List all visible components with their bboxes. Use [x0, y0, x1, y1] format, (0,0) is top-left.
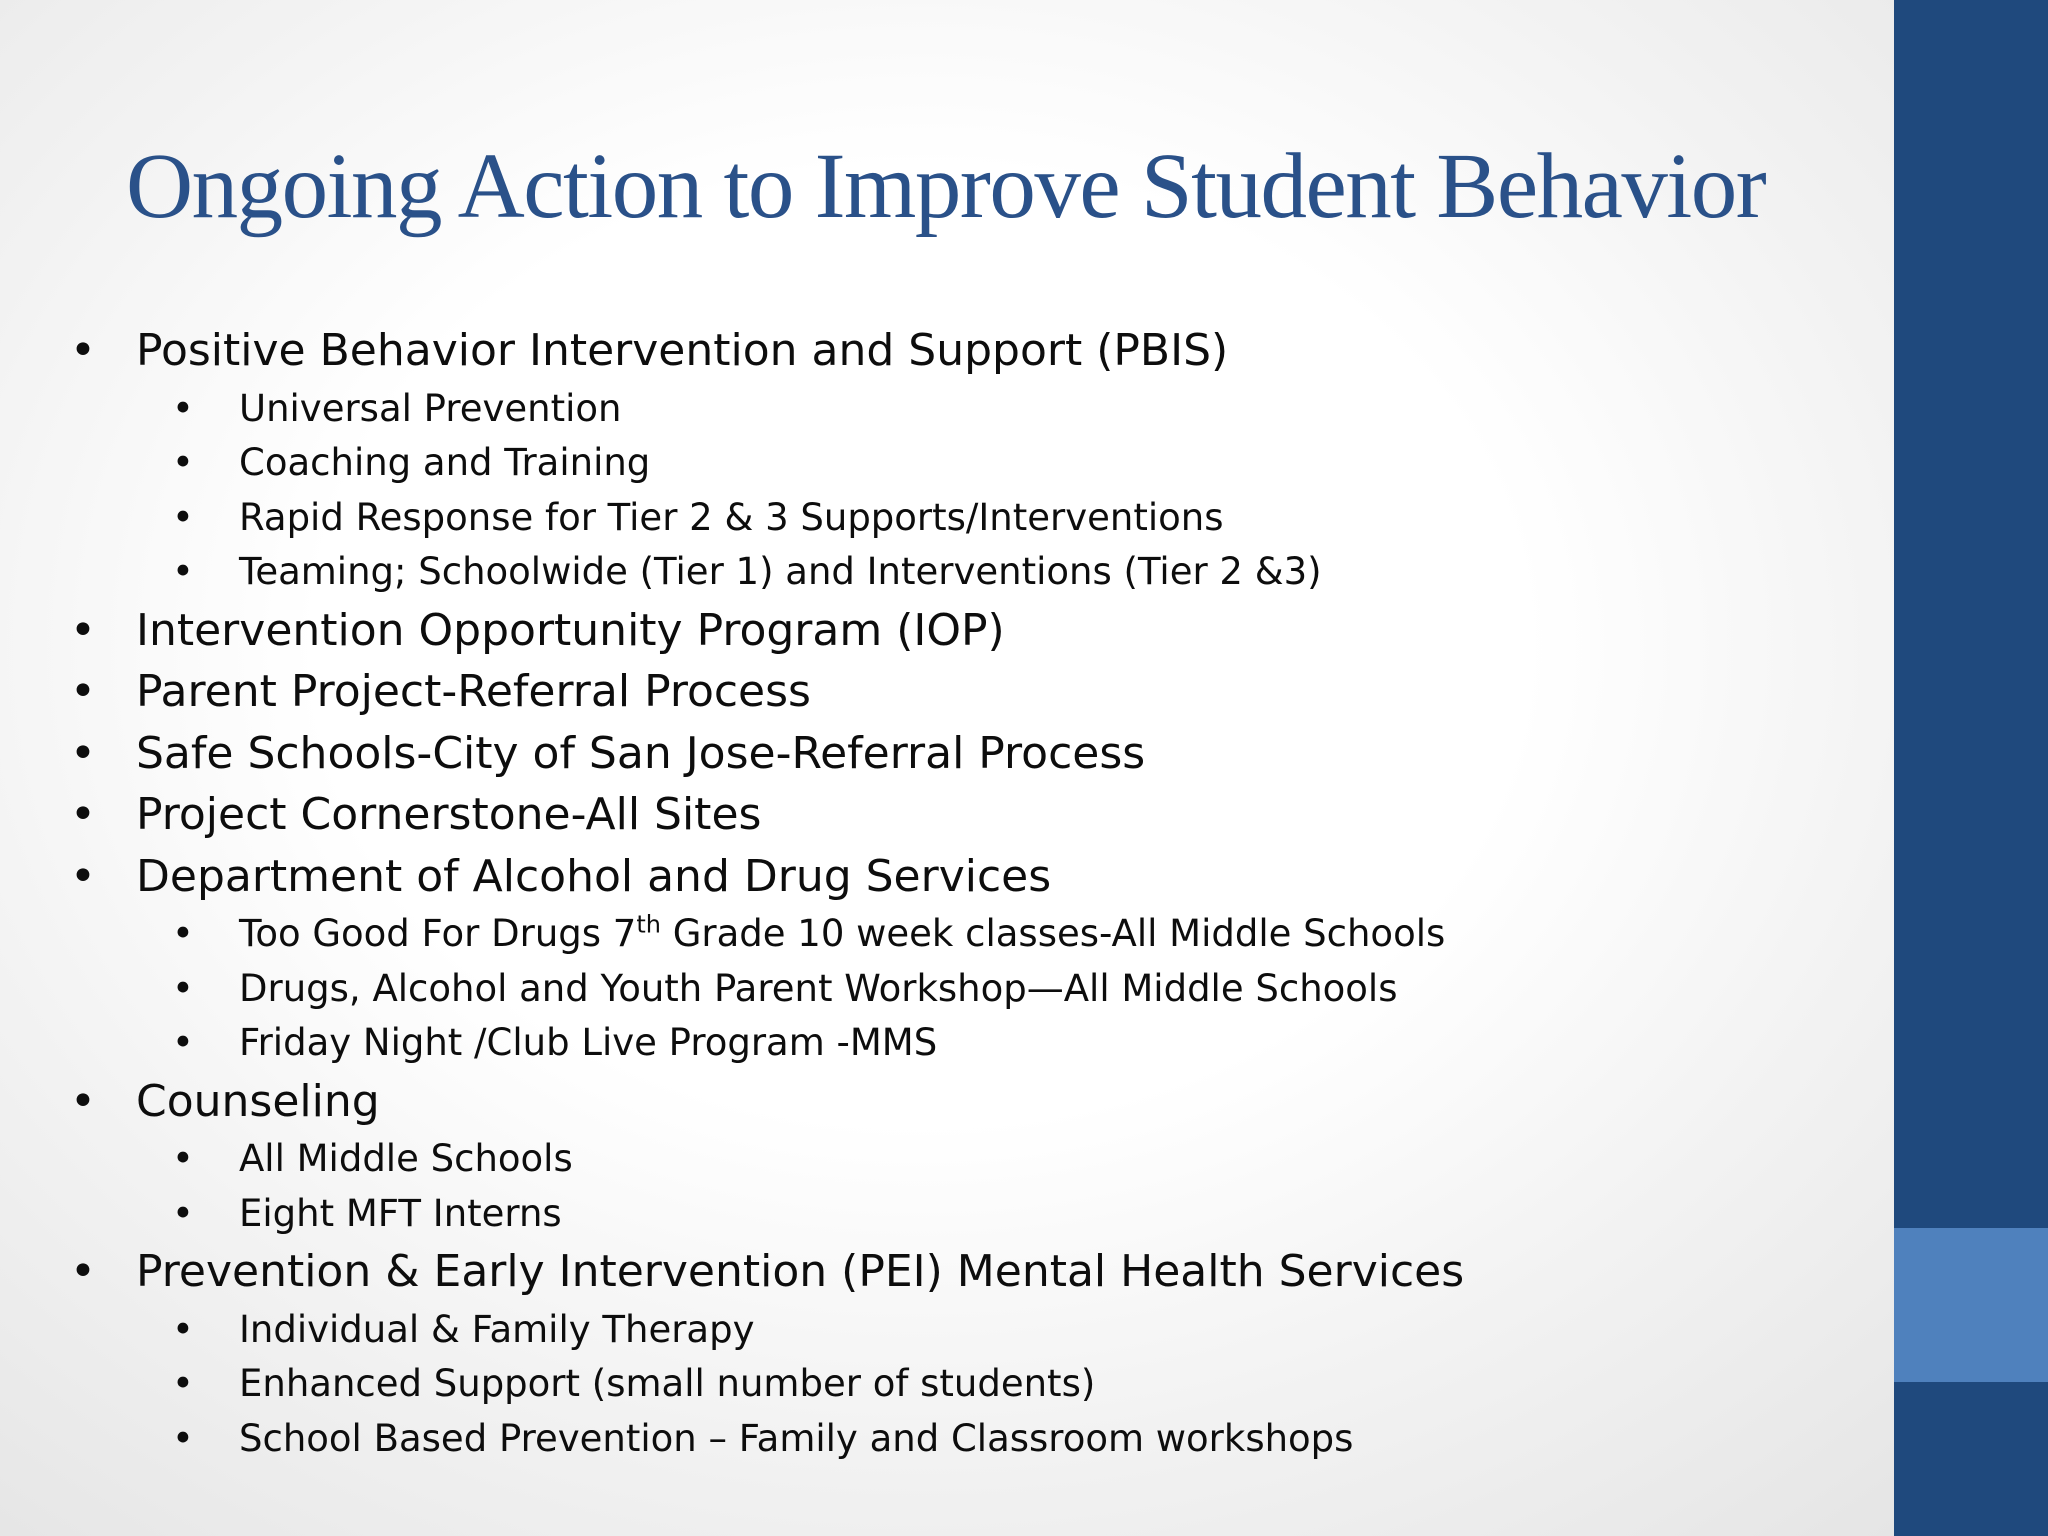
bullet-item: • Counseling: [70, 1071, 1850, 1133]
bullet-item: • Intervention Opportunity Program (IOP): [70, 600, 1850, 662]
bullet-item: • Safe Schools-City of San Jose-Referral Process: [70, 723, 1850, 785]
sub-bullet-item: • Enhanced Support (small number of students): [70, 1357, 1850, 1412]
slide-title: Ongoing Action to Improve Student Behavior: [126, 135, 1766, 238]
sub-bullet-item: • School Based Prevention – Family and Classroom workshops: [70, 1412, 1850, 1467]
sub-bullet-item: • Universal Prevention: [70, 382, 1850, 437]
sub-bullet-text-before: Too Good For Drugs 7: [239, 912, 637, 955]
sub-bullet-item: • Drugs, Alcohol and Youth Parent Workshop—All Middle Schools: [70, 962, 1850, 1017]
ordinal-suffix: th: [636, 910, 661, 939]
sidebar-accent-block: [1894, 1228, 2048, 1382]
sub-bullet-item: • All Middle Schools: [70, 1132, 1850, 1187]
sub-bullet-text-after: Grade 10 week classes-All Middle Schools: [660, 912, 1446, 955]
bullet-item: • Prevention & Early Intervention (PEI) Mental Health Services: [70, 1241, 1850, 1303]
bullet-list: [70, 320, 1850, 1466]
sub-bullet-item: [70, 907, 1850, 962]
bullet-item: • Project Cornerstone-All Sites: [70, 784, 1850, 846]
bullet-item: • Positive Behavior Intervention and Support (PBIS): [70, 320, 1850, 382]
sub-bullet-item: • Coaching and Training: [70, 436, 1850, 491]
bullet-item: • Parent Project-Referral Process: [70, 661, 1850, 723]
sub-bullet-item: • Eight MFT Interns: [70, 1187, 1850, 1242]
bullet-item: • Department of Alcohol and Drug Services: [70, 846, 1850, 908]
sub-bullet-item: • Individual & Family Therapy: [70, 1303, 1850, 1358]
sub-bullet-item: • Teaming; Schoolwide (Tier 1) and Interventions (Tier 2 &3): [70, 545, 1850, 600]
sub-bullet-item: • Friday Night /Club Live Program -MMS: [70, 1016, 1850, 1071]
sub-bullet-item: • Rapid Response for Tier 2 & 3 Supports/Interventions: [70, 491, 1850, 546]
